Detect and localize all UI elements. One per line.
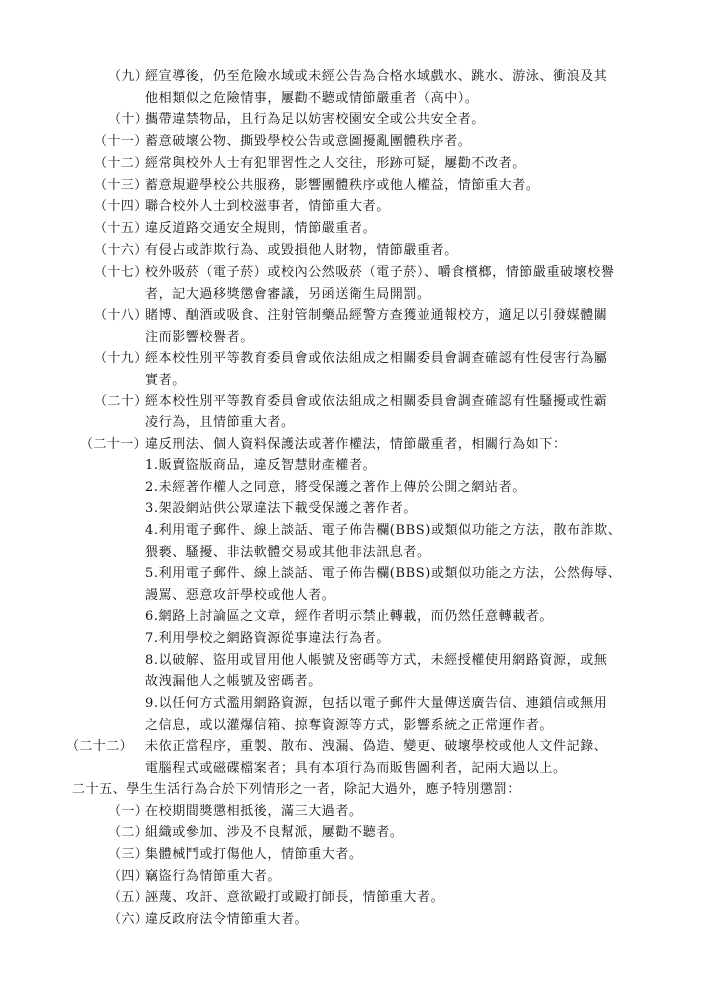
subitem-text: 猥褻、騷擾、非法軟體交易或其他非法訊息者。 bbox=[145, 545, 431, 560]
item-text: 蓄意破壞公物、撕毀學校公告或意圖擾亂團體秩序者。 bbox=[145, 134, 472, 149]
item-text: 經本校性別平等教育委員會或依法組成之相關委員會調查確認有性侵害行為屬 bbox=[145, 351, 608, 366]
item-number: （二十二） bbox=[66, 739, 134, 754]
article-25-heading: 二十五、學生生活行為合於下列情形之一者，除記大過外，應予特別懲罰： bbox=[72, 782, 521, 797]
item-text: 電腦程式或磁碟檔案者；具有本項行為而販售圖利者，記兩大過以上。 bbox=[145, 761, 567, 776]
item-text: 未依正當程序，重製、散布、洩漏、偽造、變更、破壞學校或他人文件記錄、 bbox=[145, 739, 608, 754]
item-number: （二） bbox=[108, 825, 149, 840]
subitem-text: 5.利用電子郵件、線上談話、電子佈告欄(BBS)或類似功能之方法，公然侮辱、 bbox=[145, 566, 622, 581]
subitem-text: 1.販賣盜版商品，違反智慧財產權者。 bbox=[145, 458, 377, 473]
subitem-text: 2.未經著作權人之同意，將受保護之著作上傳於公開之網站者。 bbox=[145, 480, 526, 495]
item-text: 竊盜行為情節重大者。 bbox=[145, 869, 282, 884]
item-text: 誣蔑、攻訐、意欲毆打或毆打師長，情節重大者。 bbox=[145, 890, 445, 905]
item-number: （十二） bbox=[94, 156, 148, 171]
subitem-text: 4.利用電子郵件、線上談話、電子佈告欄(BBS)或類似功能之方法，散布詐欺、 bbox=[145, 523, 622, 538]
item-number: （十六） bbox=[94, 243, 148, 258]
item-text: 凌行為，且情節重大者。 bbox=[145, 415, 295, 430]
subitem-text: 3.架設網站供公眾違法下載受保護之著作者。 bbox=[145, 501, 418, 516]
item-text: 違反政府法令情節重大者。 bbox=[145, 912, 309, 927]
item-number: （十七） bbox=[94, 265, 148, 280]
item-number: （三） bbox=[108, 847, 149, 862]
subitem-text: 8.以破解、盜用或冒用他人帳號及密碼等方式，未經授權使用網路資源，或無 bbox=[145, 653, 608, 668]
item-number: （十四） bbox=[94, 199, 148, 214]
item-number: （二十一） bbox=[80, 437, 148, 452]
item-number: （十八） bbox=[94, 308, 148, 323]
subitem-text: 故洩漏他人之帳號及密碼者。 bbox=[145, 674, 322, 689]
item-text: 注而影響校譽者。 bbox=[145, 330, 254, 345]
item-number: （十五） bbox=[94, 221, 148, 236]
subitem-text: 7.利用學校之網路資源從事違法行為者。 bbox=[145, 631, 390, 646]
item-text: 他相類似之危險情事，屢勸不聽或情節嚴重者（高中）。 bbox=[145, 91, 479, 106]
item-text: 校外吸菸（電子菸）或校內公然吸菸（電子菸）、嚼食檳榔，情節嚴重破壞校譽 bbox=[145, 265, 615, 280]
item-number: （十九） bbox=[94, 351, 148, 366]
item-text: 有侵占或詐欺行為、或毀損他人財物，情節嚴重者。 bbox=[145, 243, 458, 258]
item-text: 組織或參加、涉及不良幫派，屢勸不聽者。 bbox=[145, 825, 404, 840]
item-number: （五） bbox=[108, 890, 149, 905]
subitem-text: 謾罵、惡意攻訐學校或他人者。 bbox=[145, 588, 336, 603]
item-text: 聯合校外人士到校滋事者，情節重大者。 bbox=[145, 199, 390, 214]
item-number: （十一） bbox=[94, 134, 148, 149]
item-number: （四） bbox=[108, 869, 149, 884]
item-number: （六） bbox=[108, 912, 149, 927]
item-text: 違反道路交通安全規則，情節嚴重者。 bbox=[145, 221, 377, 236]
item-number: （十三） bbox=[94, 178, 148, 193]
item-number: （十） bbox=[108, 112, 149, 127]
item-text: 攜帶違禁物品，且行為足以妨害校園安全或公共安全者。 bbox=[145, 112, 486, 127]
item-text: 實者。 bbox=[145, 373, 186, 388]
subitem-text: 6.網路上討論區之文章，經作者明示禁止轉載，而仍然任意轉載者。 bbox=[145, 609, 554, 624]
subitem-text: 之信息，或以灌爆信箱、掠奪資源等方式，影響系統之正常運作者。 bbox=[145, 718, 554, 733]
item-text: 在校期間獎懲相抵後，滿三大過者。 bbox=[145, 804, 363, 819]
item-text: 經常與校外人士有犯罪習性之人交往，形跡可疑，屢勸不改者。 bbox=[145, 156, 526, 171]
item-number: （二十） bbox=[94, 394, 148, 409]
item-number: （一） bbox=[108, 804, 149, 819]
item-text: 違反刑法、個人資料保護法或著作權法，情節嚴重者，相關行為如下： bbox=[145, 437, 567, 452]
item-number: （九） bbox=[108, 69, 149, 84]
item-text: 經本校性別平等教育委員會或依法組成之相關委員會調查確認有性騷擾或性霸 bbox=[145, 394, 608, 409]
item-text: 者，記大過移獎懲會審議，另函送衛生局開罰。 bbox=[145, 287, 431, 302]
item-text: 經宣導後，仍至危險水域或未經公告為合格水域戲水、跳水、游泳、衝浪及其 bbox=[145, 69, 608, 84]
item-text: 蓄意規避學校公共服務，影響團體秩序或他人權益，情節重大者。 bbox=[145, 178, 540, 193]
item-text: 賭博、酗酒或吸食、注射管制藥品經警方查獲並通報校方，適足以引發媒體關 bbox=[145, 308, 608, 323]
item-text: 集體械鬥或打傷他人，情節重大者。 bbox=[145, 847, 363, 862]
subitem-text: 9.以任何方式濫用網路資源，包括以電子郵件大量傳送廣告信、連鎖信或無用 bbox=[145, 696, 608, 711]
